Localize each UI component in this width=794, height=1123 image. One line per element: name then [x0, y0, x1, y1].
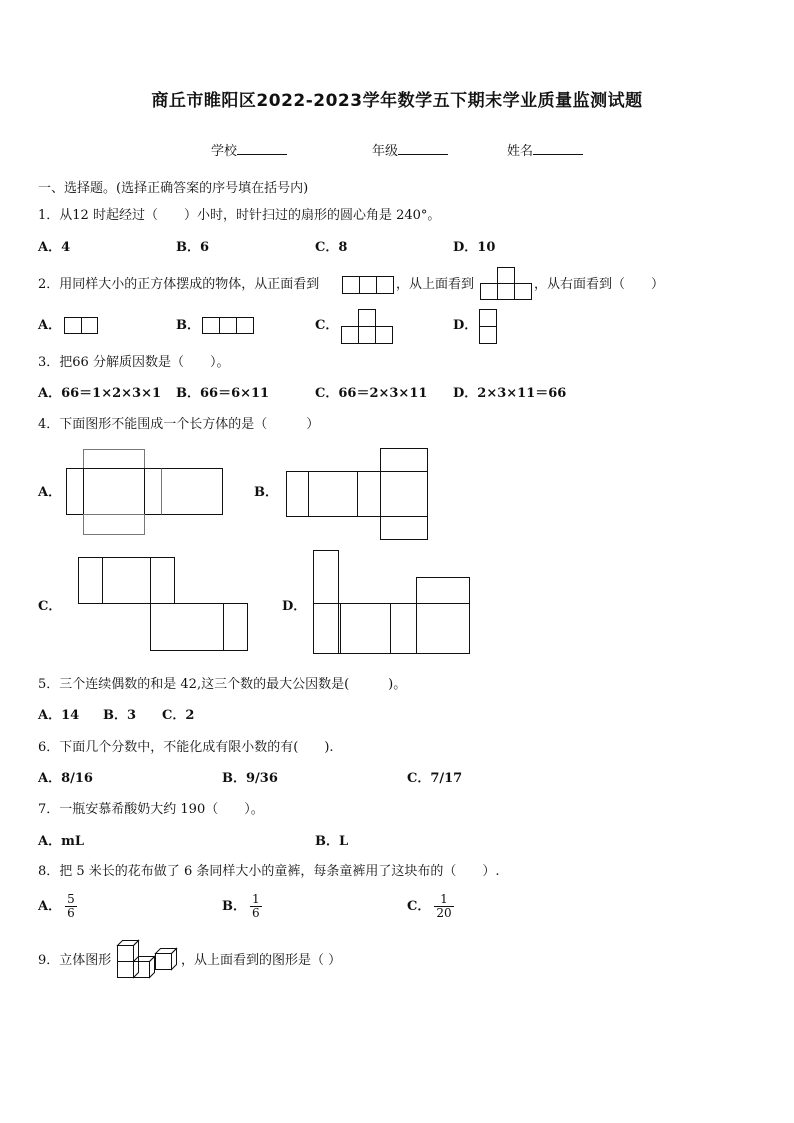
q5-option-c: C．2 — [162, 708, 195, 723]
page-title: 商丘市睢阳区2022-2023学年数学五下期末学业质量监测试题 — [151, 91, 643, 111]
fraction: $\frac{1}{20}$ — [436, 892, 452, 920]
q1-option-c: C．8 — [315, 240, 348, 255]
q1-option-b: B．6 — [176, 240, 210, 255]
q7-option-b: B．L — [315, 834, 349, 849]
q2-option-b-figure — [202, 317, 254, 334]
q1-option-a: A．4 — [38, 240, 71, 255]
q3-option-c: C．66＝2×3×11 — [315, 386, 428, 401]
q2-option-a-figure — [64, 317, 98, 334]
q8-option-a: A． $\frac{5}{6}$ — [38, 892, 75, 920]
q8-option-c: C． $\frac{1}{20}$ — [407, 892, 452, 920]
q2-option-a: A． — [38, 318, 62, 333]
question-9-part-a: 9．立体图形 — [38, 953, 112, 968]
q3-option-d: D．2×3×11＝66 — [453, 386, 567, 401]
q4-option-c: C． — [38, 599, 62, 614]
question-9-part-b: ，从上面看到的图形是（ ） — [181, 953, 342, 968]
q4-option-c-net — [78, 557, 249, 652]
q4-option-b: B． — [254, 485, 278, 500]
q7-option-a: A．mL — [38, 834, 84, 849]
question-7: 7．一瓶安慕希酸奶大约 190（ ）。 — [38, 802, 264, 817]
q4-option-a: A． — [38, 485, 62, 500]
fraction: $\frac{1}{6}$ — [252, 892, 260, 920]
q1-option-d: D．10 — [453, 240, 496, 255]
q2-option-d-figure — [479, 309, 497, 344]
q2-option-b: B． — [176, 318, 200, 333]
fraction: $\frac{5}{6}$ — [67, 892, 75, 920]
question-1: 1．从12 时起经过（ ）小时，时针扫过的扇形的圆心角是 240°。 — [38, 208, 441, 223]
question-5: 5．三个连续偶数的和是 42,这三个数的最大公因数是( )。 — [38, 677, 407, 692]
q2-option-c: C． — [315, 318, 339, 333]
q4-option-d-net — [313, 550, 470, 654]
q4-option-b-net — [286, 448, 429, 540]
q9-solid-figure — [117, 937, 179, 980]
q2-top-view-figure — [480, 267, 532, 301]
q8-option-b: B． $\frac{1}{6}$ — [222, 892, 260, 920]
q5-option-b: B．3 — [103, 708, 137, 723]
name-field: 姓名 — [507, 140, 583, 159]
question-6: 6．下面几个分数中，不能化成有限小数的有( ). — [38, 740, 334, 755]
q6-option-c: C．7/17 — [407, 771, 463, 786]
q2-option-d: D． — [453, 318, 478, 333]
question-2-part-b: ，从上面看到 — [396, 277, 475, 292]
question-2-part-a: 2．用同样大小的正方体摆成的物体，从正面看到 — [38, 277, 320, 292]
q5-option-a: A．14 — [38, 708, 80, 723]
school-field: 学校 — [211, 140, 287, 159]
question-4: 4．下面图形不能围成一个长方体的是（ ） — [38, 417, 320, 432]
q3-option-b: B．66＝6×11 — [176, 386, 270, 401]
q6-option-b: B．9/36 — [222, 771, 278, 786]
q2-front-view-figure — [342, 276, 394, 294]
question-8: 8．把 5 米长的花布做了 6 条同样大小的童裤，每条童裤用了这块布的（ ）. — [38, 864, 500, 879]
question-3: 3．把66 分解质因数是（ ）。 — [38, 355, 230, 370]
grade-field: 年级 — [372, 140, 448, 159]
q4-option-d: D． — [282, 599, 307, 614]
q6-option-a: A．8/16 — [38, 771, 93, 786]
q4-option-a-net — [66, 449, 223, 536]
q3-option-a: A．66＝1×2×3×1 — [38, 386, 162, 401]
question-2-part-c: ，从右面看到（ ） — [534, 277, 665, 292]
section-heading: 一、选择题。(选择正确答案的序号填在括号内) — [38, 181, 309, 196]
q2-option-c-figure — [341, 309, 393, 344]
